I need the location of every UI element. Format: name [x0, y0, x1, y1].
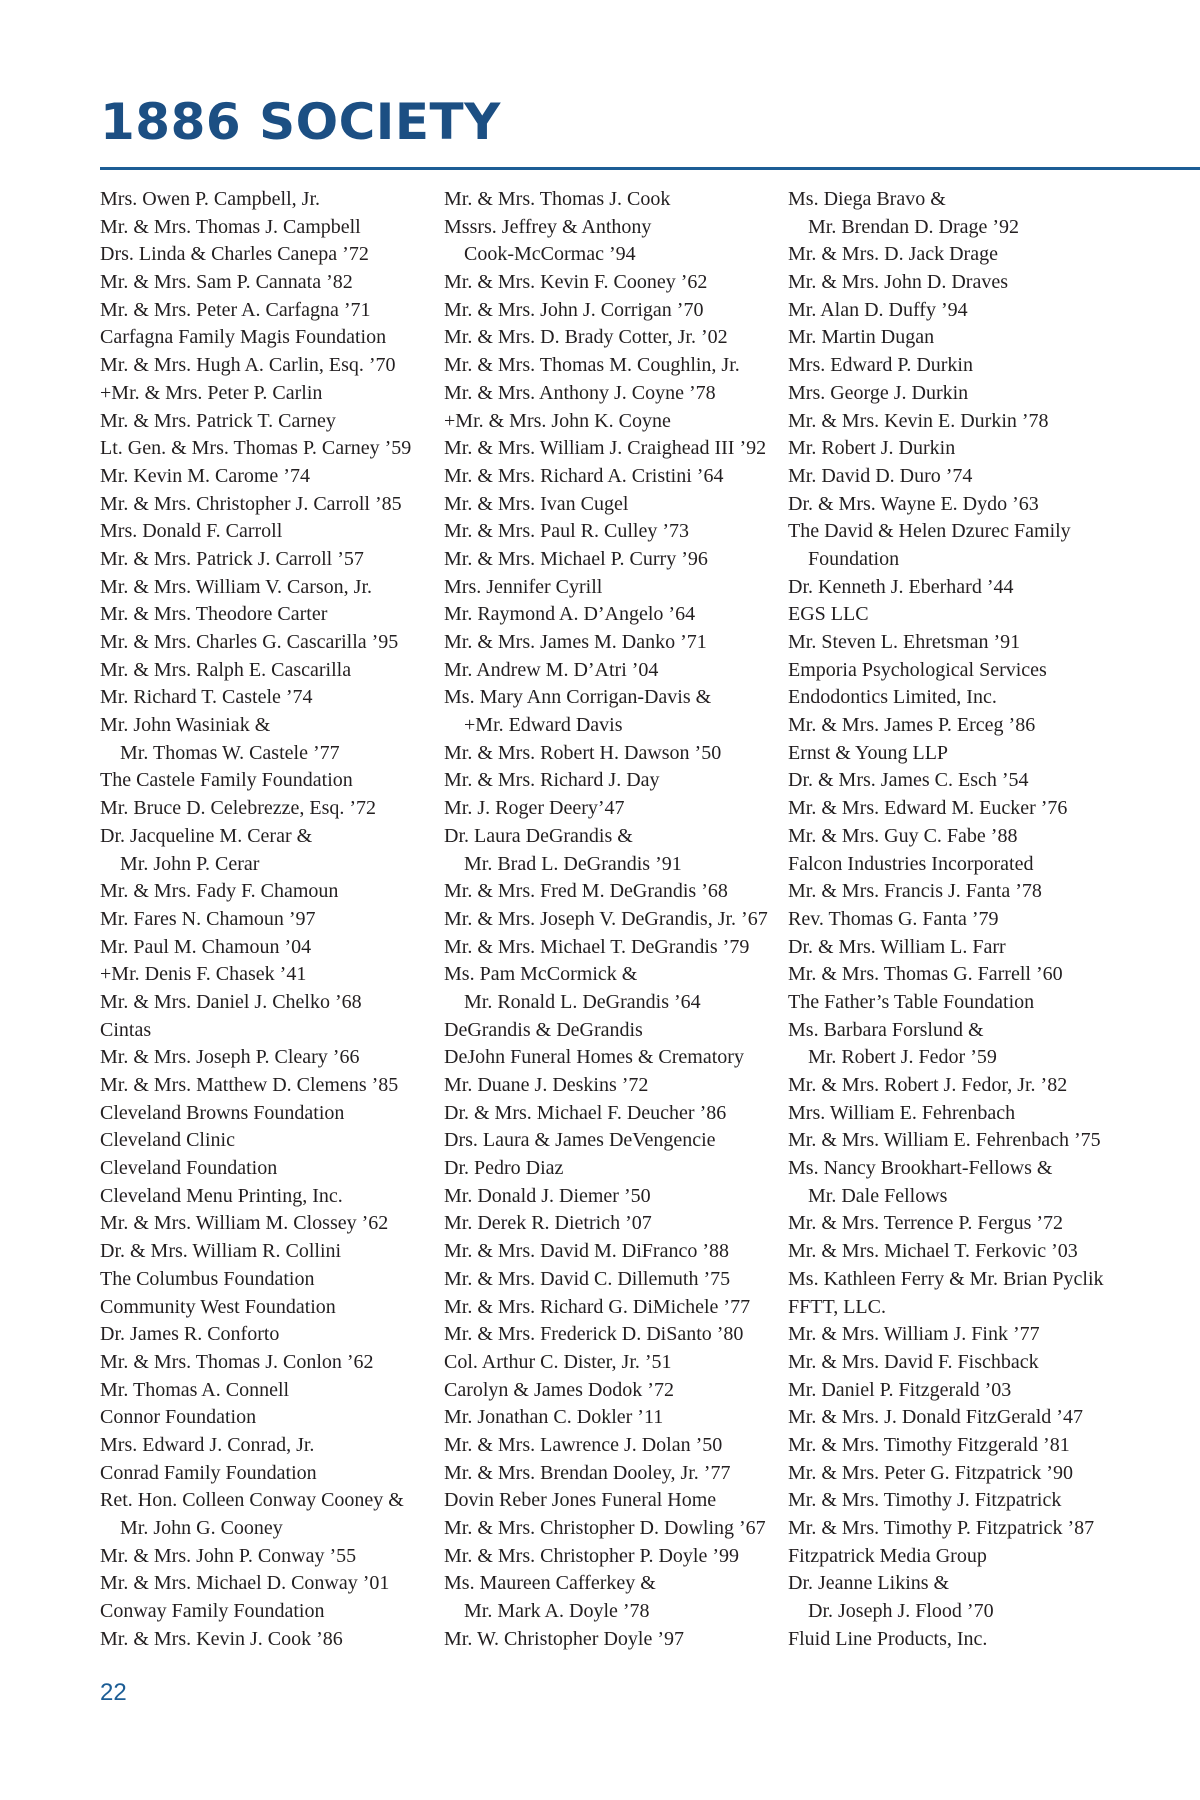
donor-entry-continuation: Mr. John G. Cooney [120, 1517, 283, 1539]
donor-entry: Dr. James R. Conforto [100, 1323, 280, 1346]
donor-entry: Mr. & Mrs. William M. Clossey ’62 [100, 1212, 389, 1235]
donor-entry: Mr. Duane J. Deskins ’72 [444, 1074, 649, 1096]
donor-entry: Cintas [100, 1018, 152, 1041]
donor-entry: Mr. & Mrs. D. Brady Cotter, Jr. ’02 [444, 326, 728, 349]
donor-entry: The Father’s Table Foundation [788, 990, 1035, 1013]
donor-entry: Mr. & Mrs. Timothy Fitzgerald ’81 [788, 1433, 1070, 1456]
donor-entry: Dovin Reber Jones Funeral Home [444, 1489, 717, 1512]
donor-entry: Dr. Kenneth J. Eberhard ’44 [788, 575, 1014, 598]
donor-entry-continuation: Mr. Robert J. Fedor ’59 [808, 1046, 997, 1069]
donor-entry: Mr. & Mrs. Thomas J. Conlon ’62 [100, 1350, 374, 1373]
donor-entry: Fitzpatrick Media Group [788, 1544, 987, 1567]
donor-entry: Mr. & Mrs. Paul R. Culley ’73 [444, 520, 690, 543]
donor-entry: The Columbus Foundation [100, 1267, 315, 1290]
donor-entry: Drs. Linda & Charles Canepa ’72 [100, 243, 369, 266]
donor-entry: Mr. & Mrs. Christopher P. Doyle ’99 [444, 1544, 739, 1567]
donor-entry: Carfagna Family Magis Foundation [100, 326, 387, 349]
donor-entry: Mssrs. Jeffrey & Anthony [444, 215, 652, 238]
donor-entry: Mr. & Mrs. Edward M. Eucker ’76 [788, 797, 1068, 820]
donor-entry: Mr. & Mrs. Theodore Carter [100, 603, 328, 626]
donor-entry: Lt. Gen. & Mrs. Thomas P. Carney ’59 [100, 437, 412, 460]
donor-entry: EGS LLC [788, 603, 869, 626]
donor-column-1 [100, 186, 435, 1653]
donor-entry-continuation: Cook-McCormac ’94 [464, 243, 636, 266]
donor-entry: Mr. & Mrs. Francis J. Fanta ’78 [788, 880, 1042, 903]
donor-entry: Cleveland Browns Foundation [100, 1101, 345, 1124]
donor-entry: Mr. & Mrs. William V. Carson, Jr. [100, 575, 373, 598]
donor-entry: DeJohn Funeral Homes & Crematory [444, 1046, 744, 1069]
donor-entry: Col. Arthur C. Dister, Jr. ’51 [444, 1350, 672, 1373]
donor-entry-continuation: Mr. Brad L. DeGrandis ’91 [464, 852, 682, 875]
donor-entry: Mr. & Mrs. Fady F. Chamoun [100, 880, 339, 903]
donor-entry: Mr. & Mrs. Joseph P. Cleary ’66 [100, 1046, 360, 1069]
donor-entry-continuation: +Mr. Edward Davis [464, 714, 623, 737]
donor-entry: Drs. Laura & James DeVengencie [444, 1129, 716, 1152]
donor-entry: Mr. & Mrs. Timothy J. Fitzpatrick [788, 1489, 1062, 1512]
donor-entry: Mr. & Mrs. Kevin F. Cooney ’62 [444, 271, 708, 294]
donor-entry: Mr. & Mrs. Patrick T. Carney [100, 409, 336, 432]
donor-column-3 [788, 186, 1123, 1653]
donor-entry: Mr. & Mrs. Peter A. Carfagna ’71 [100, 298, 371, 321]
donor-entry: Mr. David D. Duro ’74 [788, 464, 973, 487]
donor-entry: Ms. Barbara Forslund & [788, 1018, 984, 1041]
donor-entry: Mr. Steven L. Ehretsman ’91 [788, 631, 1021, 653]
donor-entry: Mr. & Mrs. Kevin J. Cook ’86 [100, 1627, 343, 1650]
donor-entry: Mr. John Wasiniak & [100, 714, 271, 737]
title-divider-rule [100, 167, 1200, 170]
donor-entry-continuation: Mr. Ronald L. DeGrandis ’64 [464, 990, 701, 1013]
donor-entry: Mr. & Mrs. Frederick D. DiSanto ’80 [444, 1323, 744, 1346]
donor-column-2 [444, 186, 779, 1653]
donor-entry: Mr. & Mrs. Robert J. Fedor, Jr. ’82 [788, 1074, 1068, 1096]
donor-entry: Conway Family Foundation [100, 1600, 325, 1623]
donor-entry: Mr. & Mrs. Richard G. DiMichele ’77 [444, 1295, 751, 1318]
donor-entry: Mrs. Edward P. Durkin [788, 354, 973, 377]
page-number: 22 [100, 1679, 127, 1706]
donor-entry: Ms. Maureen Cafferkey & [444, 1572, 656, 1595]
donor-entry: Mr. & Mrs. Sam P. Cannata ’82 [100, 271, 353, 294]
donor-entry: Mr. & Mrs. Fred M. DeGrandis ’68 [444, 880, 728, 903]
donor-entry: Mr. & Mrs. James P. Erceg ’86 [788, 714, 1036, 737]
donor-entry: Mr. & Mrs. Thomas G. Farrell ’60 [788, 963, 1063, 986]
donor-entry: Cleveland Menu Printing, Inc. [100, 1184, 343, 1207]
donor-entry: Mr. J. Roger Deery’47 [444, 797, 625, 820]
donor-entry-continuation: Mr. Dale Fellows [808, 1184, 948, 1207]
donor-entry-continuation: Mr. John P. Cerar [120, 852, 260, 875]
donor-entry-continuation: Mr. Brendan D. Drage ’92 [808, 215, 1020, 238]
donor-entry: Mr. & Mrs. William J. Craighead III ’92 [444, 437, 767, 460]
donor-entry: Mr. & Mrs. Christopher D. Dowling ’67 [444, 1517, 766, 1539]
donor-entry: Dr. Jacqueline M. Cerar & [100, 824, 313, 847]
donor-entry: Mr. & Mrs. Matthew D. Clemens ’85 [100, 1074, 399, 1096]
donor-entry: Mr. & Mrs. Patrick J. Carroll ’57 [100, 547, 364, 570]
donor-entry: Mr. & Mrs. Richard A. Cristini ’64 [444, 464, 724, 487]
donor-entry: Mr. & Mrs. Thomas J. Cook [444, 188, 671, 210]
donor-entry: Cleveland Foundation [100, 1157, 278, 1180]
donor-entry: Ms. Pam McCormick & [444, 963, 638, 986]
donor-entry: Mr. & Mrs. D. Jack Drage [788, 243, 998, 266]
donor-entry: Endodontics Limited, Inc. [788, 686, 997, 709]
donor-entry: Carolyn & James Dodok ’72 [444, 1378, 674, 1401]
donor-entry: Conrad Family Foundation [100, 1461, 317, 1484]
donor-entry: Mr. Bruce D. Celebrezze, Esq. ’72 [100, 797, 377, 820]
donor-entry: Ms. Mary Ann Corrigan-Davis & [444, 686, 712, 709]
donor-entry: Ret. Hon. Colleen Conway Cooney & [100, 1489, 404, 1512]
donor-entry: FFTT, LLC. [788, 1295, 886, 1318]
donor-entry: Dr. Pedro Diaz [444, 1157, 564, 1180]
donor-entry: Mr. & Mrs. Kevin E. Durkin ’78 [788, 409, 1049, 432]
donor-entry: Ms. Diega Bravo & [788, 188, 946, 210]
donor-entry: Mr. Raymond A. D’Angelo ’64 [444, 603, 696, 626]
donor-entry: Mr. & Mrs. David C. Dillemuth ’75 [444, 1267, 731, 1290]
donor-entry: Mr. Richard T. Castele ’74 [100, 686, 313, 709]
donor-entry: Mr. & Mrs. Joseph V. DeGrandis, Jr. ’67 [444, 907, 768, 930]
donor-entry: Dr. & Mrs. William R. Collini [100, 1240, 342, 1263]
donor-entry: DeGrandis & DeGrandis [444, 1018, 643, 1041]
donor-entry: Mr. & Mrs. Brendan Dooley, Jr. ’77 [444, 1461, 731, 1484]
donor-entry: Mr. Donald J. Diemer ’50 [444, 1184, 651, 1207]
page-title: 1886 SOCIETY [100, 93, 501, 151]
donor-entry: Ernst & Young LLP [788, 741, 949, 764]
donor-entry-continuation: Dr. Joseph J. Flood ’70 [808, 1600, 994, 1623]
donor-entry: Dr. & Mrs. James C. Esch ’54 [788, 769, 1029, 792]
donor-entry: Mrs. Donald F. Carroll [100, 520, 283, 543]
donor-entry: Mr. & Mrs. Michael P. Curry ’96 [444, 547, 708, 570]
donor-entry: Mr. Thomas A. Connell [100, 1378, 290, 1401]
donor-entry: The David & Helen Dzurec Family [788, 520, 1071, 543]
donor-entry: Mr. & Mrs. James M. Danko ’71 [444, 631, 707, 653]
donor-entry: Mr. W. Christopher Doyle ’97 [444, 1627, 684, 1650]
donor-entry: Mr. & Mrs. David M. DiFranco ’88 [444, 1240, 729, 1263]
donor-entry: Ms. Nancy Brookhart-Fellows & [788, 1157, 1053, 1180]
donor-entry: Dr. & Mrs. Wayne E. Dydo ’63 [788, 492, 1039, 515]
donor-entry: Mr. & Mrs. Guy C. Fabe ’88 [788, 824, 1018, 847]
donor-entry: Fluid Line Products, Inc. [788, 1627, 988, 1650]
donor-entry: Mr. & Mrs. Thomas J. Campbell [100, 215, 361, 238]
donor-entry: Mr. & Mrs. Thomas M. Coughlin, Jr. [444, 354, 740, 377]
donor-entry: Mr. & Mrs. John P. Conway ’55 [100, 1544, 357, 1567]
donor-entry: Mr. & Mrs. Ralph E. Cascarilla [100, 658, 352, 681]
donor-entry-continuation: Foundation [808, 547, 900, 570]
donor-entry: Mr. Jonathan C. Dokler ’11 [444, 1406, 664, 1429]
donor-entry: Mr. Derek R. Dietrich ’07 [444, 1212, 652, 1235]
donor-entry: Mrs. Owen P. Campbell, Jr. [100, 188, 320, 210]
donor-entry-continuation: Mr. Thomas W. Castele ’77 [120, 741, 340, 764]
donor-entry: Dr. & Mrs. Michael F. Deucher ’86 [444, 1101, 727, 1124]
donor-entry: Mr. & Mrs. Hugh A. Carlin, Esq. ’70 [100, 354, 396, 377]
donor-entry: Mr. & Mrs. Daniel J. Chelko ’68 [100, 990, 362, 1013]
donor-entry: Dr. Jeanne Likins & [788, 1572, 950, 1595]
donor-entry: Mr. & Mrs. John D. Draves [788, 271, 1008, 294]
donor-entry: Mr. & Mrs. Timothy P. Fitzpatrick ’87 [788, 1517, 1095, 1539]
donor-entry: Cleveland Clinic [100, 1129, 235, 1152]
donor-entry: Mr. & Mrs. Michael T. Ferkovic ’03 [788, 1240, 1078, 1263]
donor-entry: Mr. Robert J. Durkin [788, 437, 956, 460]
donor-entry: Mr. Kevin M. Carome ’74 [100, 464, 310, 487]
donor-entry: Mr. & Mrs. John J. Corrigan ’70 [444, 298, 704, 321]
donor-entry: Mr. & Mrs. Charles G. Cascarilla ’95 [100, 631, 399, 653]
donor-entry-continuation: Mr. Mark A. Doyle ’78 [464, 1600, 650, 1623]
donor-entry: Mr. Fares N. Chamoun ’97 [100, 907, 316, 930]
donor-entry: Mr. & Mrs. Michael T. DeGrandis ’79 [444, 935, 750, 958]
donor-entry: Mr. & Mrs. Peter G. Fitzpatrick ’90 [788, 1461, 1073, 1484]
donor-entry: Connor Foundation [100, 1406, 257, 1429]
donor-entry: Mr. & Mrs. David F. Fischback [788, 1350, 1039, 1373]
donor-entry: Mr. & Mrs. Christopher J. Carroll ’85 [100, 492, 402, 515]
donor-entry: Mr. & Mrs. Anthony J. Coyne ’78 [444, 381, 716, 404]
donor-entry: Mrs. Edward J. Conrad, Jr. [100, 1433, 315, 1456]
donor-entry: Mr. & Mrs. William E. Fehrenbach ’75 [788, 1129, 1101, 1152]
donor-entry: Mr. Martin Dugan [788, 326, 935, 349]
donor-entry: Mr. & Mrs. Robert H. Dawson ’50 [444, 741, 722, 764]
donor-entry: Mrs. George J. Durkin [788, 381, 969, 404]
donor-entry: Mr. Andrew M. D’Atri ’04 [444, 658, 659, 681]
donor-entry: Mr. Paul M. Chamoun ’04 [100, 935, 312, 958]
donor-entry: Community West Foundation [100, 1295, 336, 1318]
donor-entry: Mr. Daniel P. Fitzgerald ’03 [788, 1378, 1012, 1401]
donor-entry: Dr. Laura DeGrandis & [444, 824, 633, 847]
donor-entry: Ms. Kathleen Ferry & Mr. Brian Pyclik [788, 1267, 1104, 1290]
donor-entry: +Mr. & Mrs. John K. Coyne [444, 409, 671, 432]
donor-entry: Mr. & Mrs. Richard J. Day [444, 769, 660, 792]
donor-entry: Rev. Thomas G. Fanta ’79 [788, 907, 999, 930]
donor-entry: The Castele Family Foundation [100, 769, 353, 792]
donor-entry: Mr. & Mrs. Michael D. Conway ’01 [100, 1572, 390, 1595]
donor-entry: Dr. & Mrs. William L. Farr [788, 935, 1006, 958]
donor-entry: Mr. & Mrs. William J. Fink ’77 [788, 1323, 1040, 1346]
donor-entry: Mrs. William E. Fehrenbach [788, 1101, 1016, 1124]
donor-entry: Mr. & Mrs. J. Donald FitzGerald ’47 [788, 1406, 1083, 1429]
donor-entry: Falcon Industries Incorporated [788, 852, 1034, 875]
donor-entry: +Mr. & Mrs. Peter P. Carlin [100, 381, 323, 404]
donor-entry: Mrs. Jennifer Cyrill [444, 575, 603, 598]
donor-entry: +Mr. Denis F. Chasek ’41 [100, 963, 307, 986]
donor-entry: Emporia Psychological Services [788, 658, 1047, 681]
donor-entry: Mr. & Mrs. Terrence P. Fergus ’72 [788, 1212, 1064, 1235]
donor-entry: Mr. & Mrs. Lawrence J. Dolan ’50 [444, 1433, 723, 1456]
donor-entry: Mr. & Mrs. Ivan Cugel [444, 492, 629, 515]
donor-entry: Mr. Alan D. Duffy ’94 [788, 298, 968, 321]
